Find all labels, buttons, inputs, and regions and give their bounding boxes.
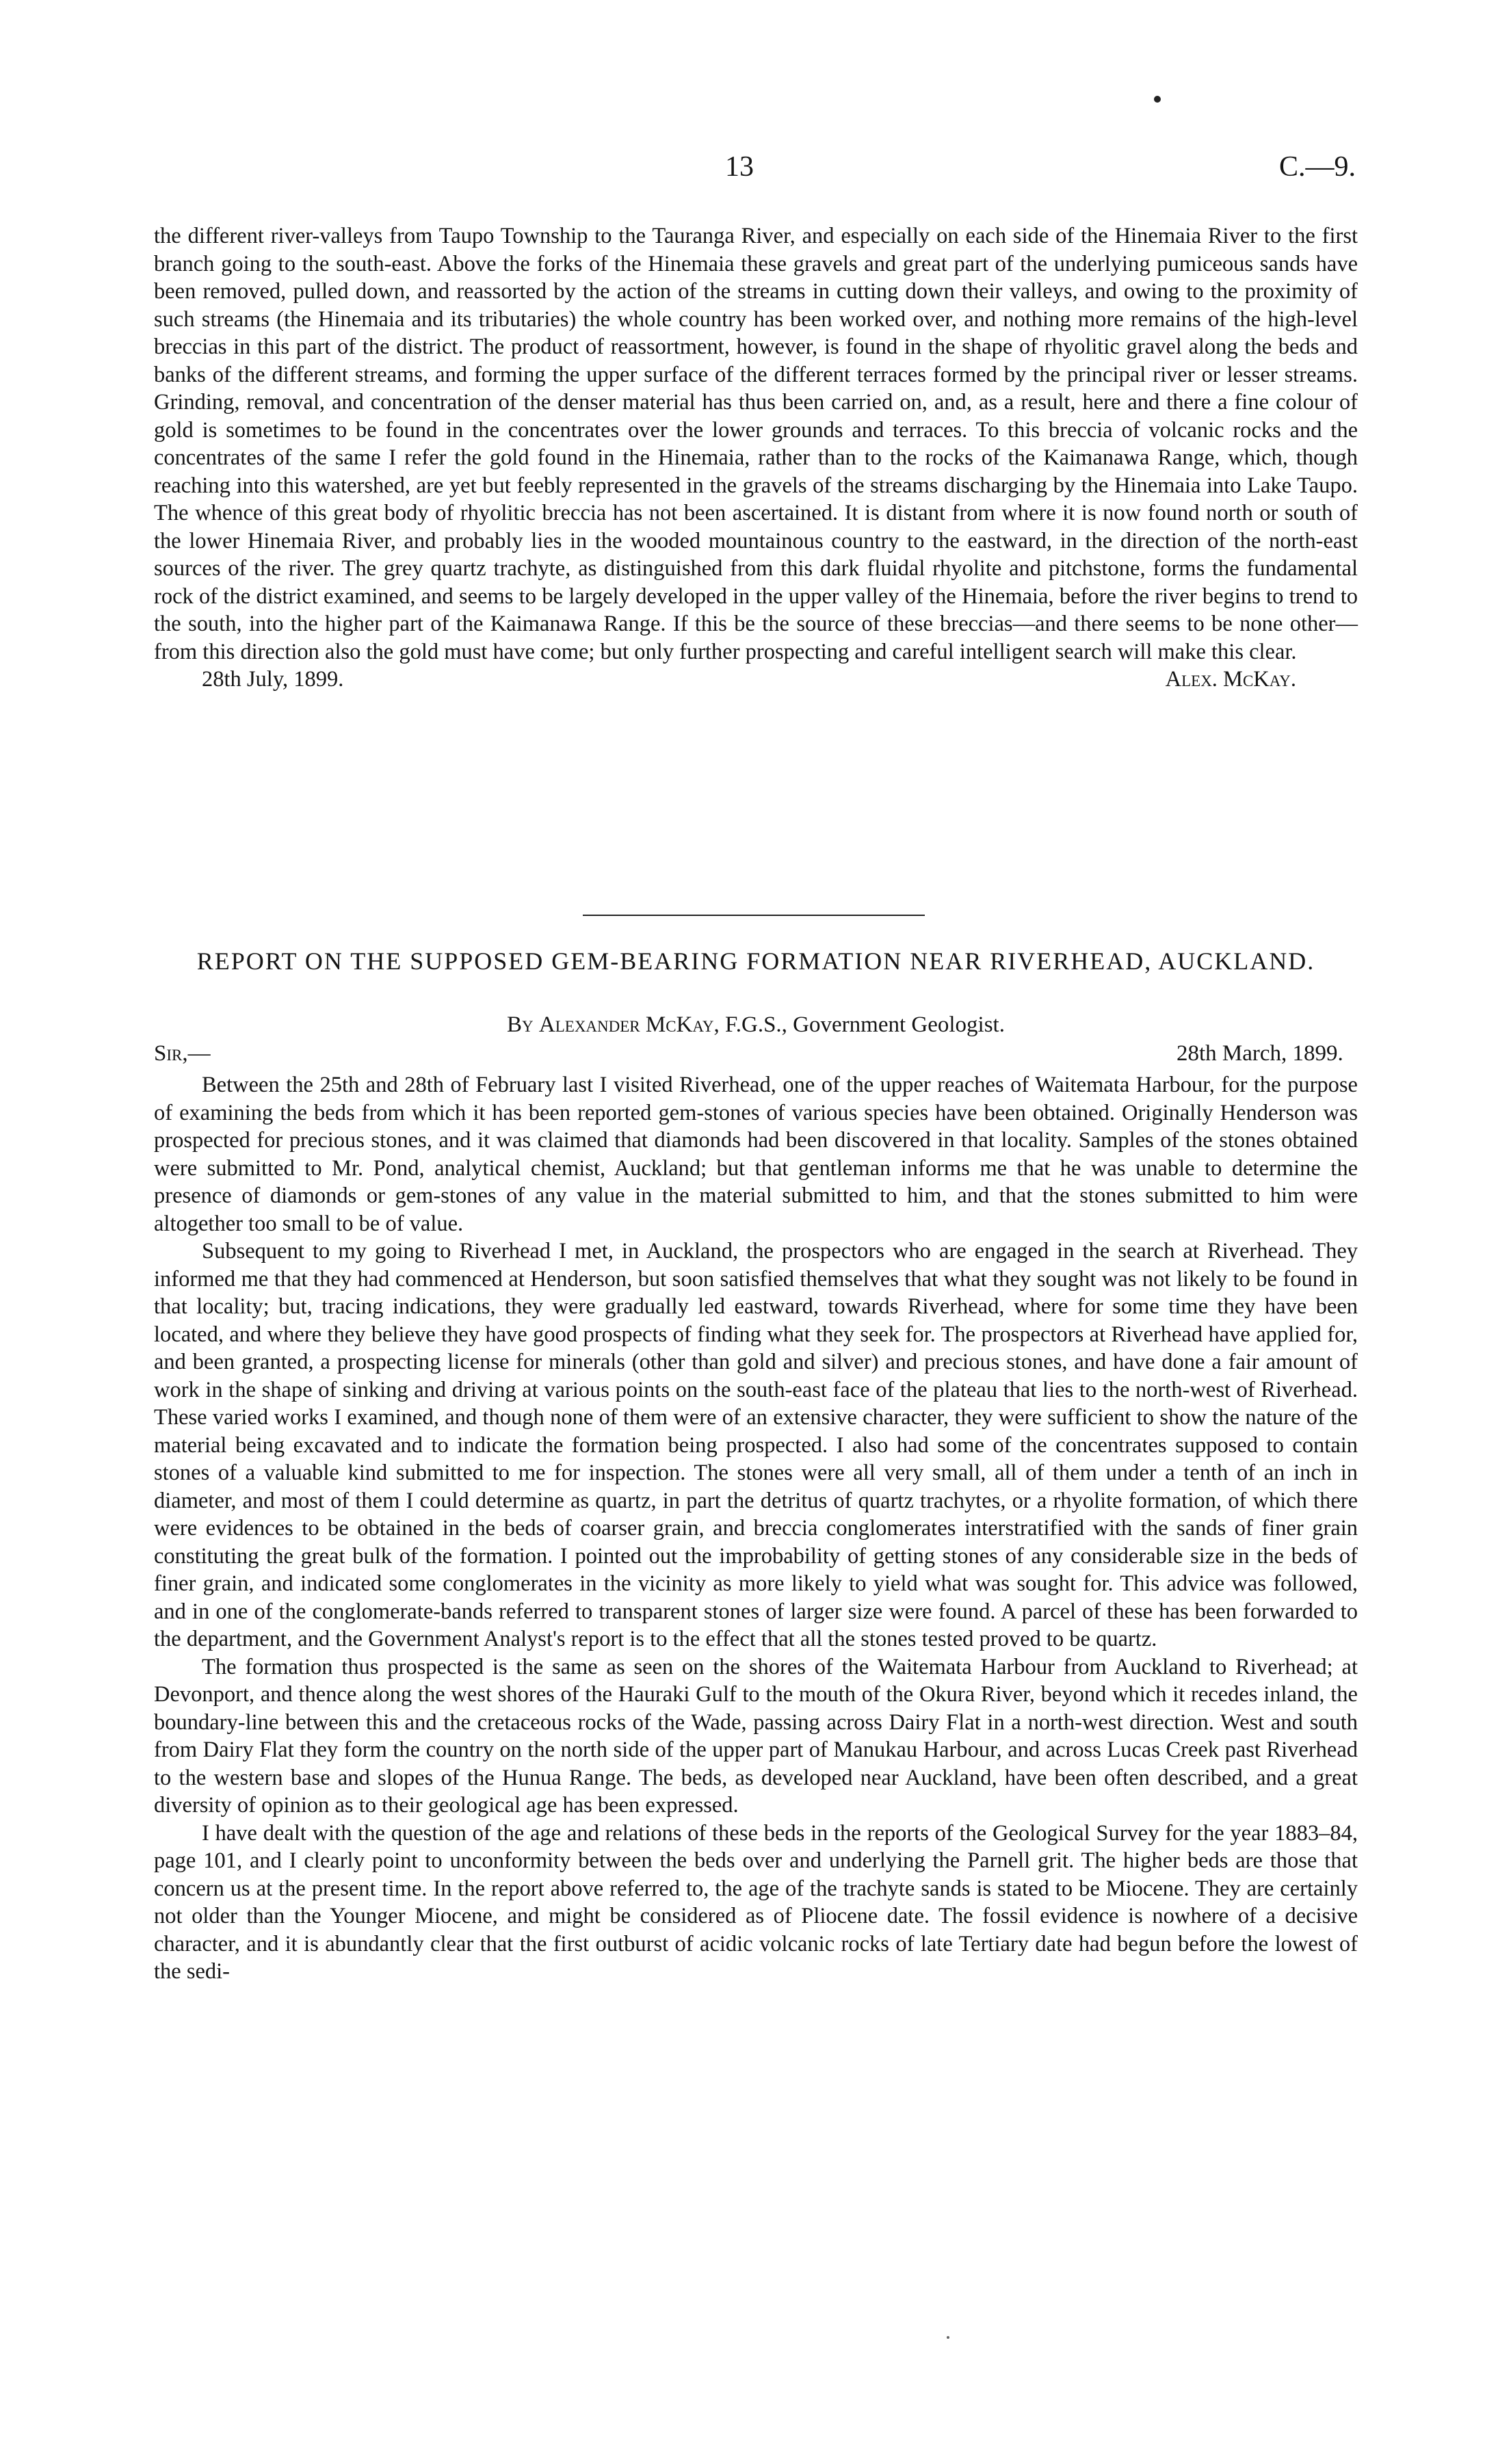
- body-paragraph: I have dealt with the question of the age and relations of these beds in the reports of the Geological Survey for the year 1883–84, page 101, and I clearly point to unconformity between the beds over and underlying the Parnell grit. The higher beds are those that concern us at the present time. In the report above referred to, the age of the trachyte sands is stated to be Miocene. They are certainly not older than the Younger Miocene, and might be considered as of Pliocene date. The fossil evidence is nowhere of a decisive character, and it is abundantly clear that the first outburst of acidic volcanic rocks of late Tertiary date had begun before the lowest of the sedi-: [154, 1820, 1358, 1984]
- byline-author: Alexander McKay: [538, 1012, 714, 1037]
- report-signature: Alex. McKay.: [1165, 667, 1296, 692]
- body-paragraph: The formation thus prospected is the same as seen on the shores of the Waitemata Harbour from Auckland to Riverhead; at Devonport, and thence along the west shores of the Hauraki Gulf to the mouth of the Okura River, beyond which it recedes inland, the boundary-line between this and the cretaceous rocks of the Wade, passing across Dairy Flat in a north-west direction. West and south from Dairy Flat they form the country on the north side of the upper part of Manukau Harbour, and across Lucas Creek past Riverhead to the western base and slopes of the Hunua Range. The beds, as developed near Auckland, have been often described, and a great diversity of opinion as to their geological age has been expressed.: [154, 1654, 1358, 1818]
- salutation: Sir,—: [154, 1041, 211, 1066]
- document-code: C.—9.: [1279, 151, 1356, 183]
- ink-speck: [947, 2336, 949, 2339]
- report-date: 28th July, 1899.: [202, 667, 344, 692]
- body-paragraph: the different river-valleys from Taupo Township to the Tauranga River, and especially on each side of the Hinemaia River to the first branch going to the south-east. Above the forks of the Hinemaia these gravels and great part of the underlying pumiceous sands have been removed, pulled down, and reassorted by the action of the streams in cutting down their valleys, and owing to the proximity of such streams (the Hinemaia and its tributaries) the whole country has been worked over, and nothing more remains of the high-level breccias in this part of the district. The product of reassortment, however, is found in the shape of rhyolitic gravel along the beds and banks of the different streams, and forming the upper surface of the different terraces formed by the principal river or lesser streams. Grinding, removal, and concentration of the denser material has thus been carried on, and, as a result, here and there a fine colour of gold is sometimes to be found in the concentrates over the lower grounds and terraces. To this breccia of volcanic rocks and the concentrates of the same I refer the gold found in the Hinemaia, rather than to the rocks of the Kaimanawa Range, which, though reaching into this watershed, are yet but feebly represented in the gravels of the streams discharging by the Hinemaia into Lake Taupo. The whence of this great body of rhyolitic breccia has not been ascertained. It is distant from where it is now found north or south of the lower Hinemaia River, and probably lies in the wooded mountainous country to the eastward, in the direction of the north-east sources of the river. The grey quartz trachyte, as distinguished from this dark fluidal rhyolite and pitchstone, forms the fundamental rock of the district examined, and seems to be largely developed in the upper valley of the Hinemaia, before the river begins to trend to the south, into the higher part of the Kaimanawa Range. If this be the source of these breccias—and there seems to be none other—from this direction also the gold must have come; but only further prospecting and careful intelligent search will make this clear.: [154, 224, 1358, 664]
- byline-suffix: , F.G.S., Government Geologist.: [713, 1012, 1005, 1037]
- section-divider: [583, 915, 925, 916]
- byline: [154, 1012, 1358, 1038]
- body-paragraph: Between the 25th and 28th of February last I visited Riverhead, one of the upper reaches of Waitemata Harbour, for the purpose of examining the beds from which it has been reported gem-stones of various species have been obtained. Originally Henderson was prospected for precious stones, and it was claimed that diamonds had been discovered in that locality. Samples of the stones obtained were submitted to Mr. Pond, analytical chemist, Auckland; but that gentleman informs me that he was unable to determine the presence of diamonds or gem-stones of any value in the material submitted to him, and that the stones submitted to him were altogether too small to be of value.: [154, 1073, 1358, 1236]
- report-dateline: [154, 666, 1358, 694]
- page-number: 13: [725, 151, 754, 183]
- report-body: [154, 1071, 1358, 1986]
- letter-date: 28th March, 1899.: [1177, 1041, 1343, 1066]
- body-paragraph: Subsequent to my going to Riverhead I met, in Auckland, the prospectors who are engaged in the search at Riverhead. They informed me that they had commenced at Henderson, but soon satisfied themselves that what they sought was not likely to be found in that locality; but, tracing indications, they were gradually led eastward, towards Riverhead, where for some time they have been located, and where they believe they have good prospects of finding what they seek for. The prospectors at Riverhead have applied for, and been granted, a prospecting license for minerals (other than gold and silver) and precious stones, and have done a fair amount of work in the shape of sinking and driving at various points on the south-east face of the plateau that lies to the north-west of Riverhead. These varied works I examined, and though none of them were of an extensive character, they were sufficient to show the nature of the material being excavated and to indicate the formation being prospected. I also had some of the concentrates supposed to contain stones of a valuable kind submitted to me for inspection. The stones were all very small, all of them under a tenth of an inch in diameter, and most of them I could determine as quartz, in part the detritus of quartz trachytes, or a rhyolite formation, of which there were evidences to be obtained in the beds of coarser grain, and breccia conglomerates interstratified with the sands of finer grain constituting the great bulk of the formation. I pointed out the improbability of getting stones of any considerable size in the beds of finer grain, and indicated some conglomerates in the vicinity as more likely to yield what was sought for. This advice was followed, and in one of the conglomerate-bands referred to transparent stones of larger size were found. A parcel of these has been forwarded to the department, and the Government Analyst's report is to the effect that all the stones tested proved to be quartz.: [154, 1239, 1358, 1651]
- ink-speck: [1154, 96, 1161, 103]
- report-title: REPORT ON THE SUPPOSED GEM-BEARING FORMATION NEAR RIVERHEAD, AUCKLAND.: [196, 947, 1315, 975]
- byline-prefix: By: [507, 1012, 534, 1037]
- continued-report-section: [154, 222, 1358, 694]
